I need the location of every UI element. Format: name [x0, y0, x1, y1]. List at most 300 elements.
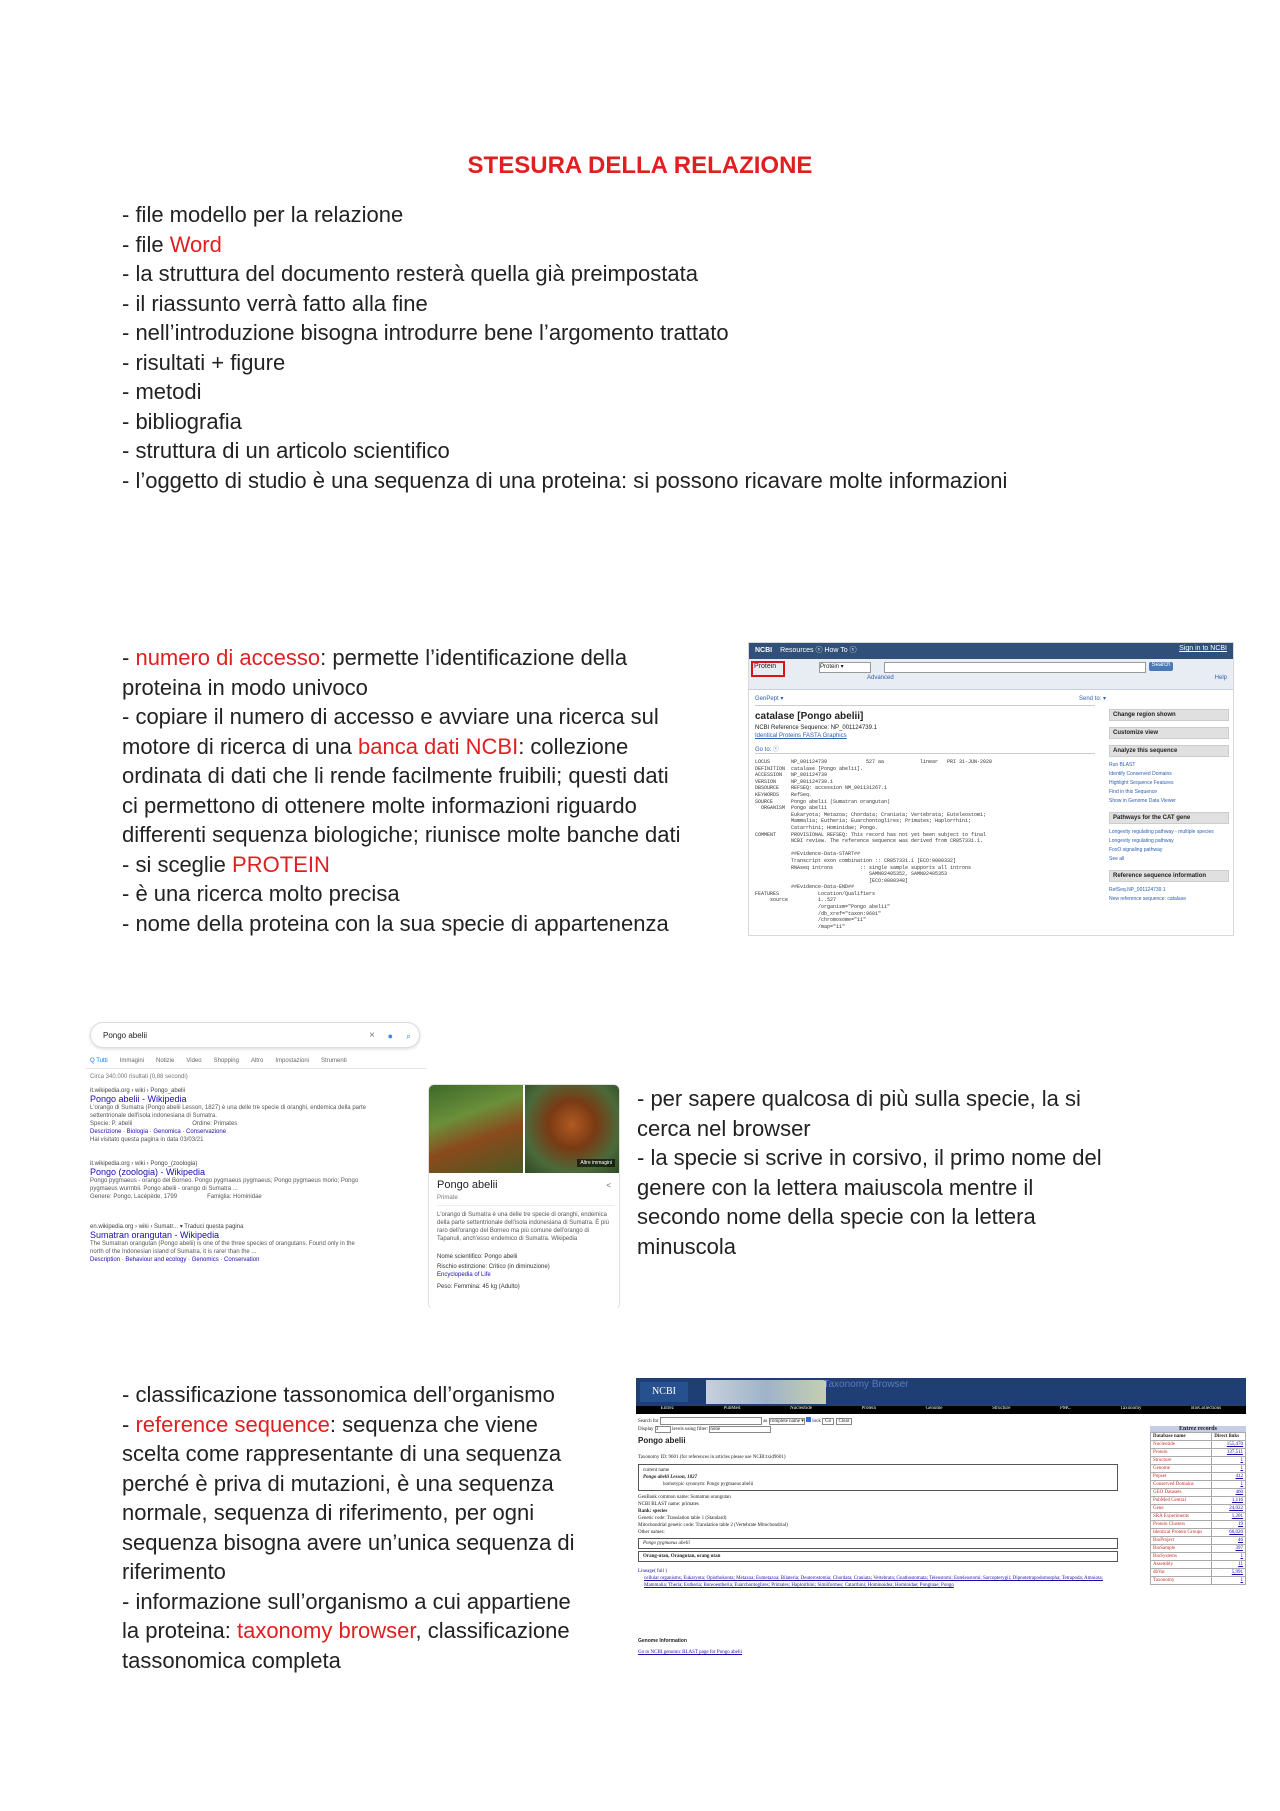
ncbi-logo — [640, 1382, 688, 1402]
side-panel-link[interactable]: Find in this Sequence — [1109, 789, 1158, 795]
record-line: DBSOURCE REFSEQ: accession NM_001131267.1 — [755, 785, 888, 792]
synonym-box — [638, 1538, 1118, 1549]
text-segment: perché è priva di mutazioni, è una sequenza — [122, 1470, 554, 1496]
highlighted-term: banca dati NCBI — [358, 733, 519, 759]
text-segment: - l’oggetto di studio è una sequenza di una proteina: si possono ricavare molte informazioni — [122, 467, 1008, 493]
table-header-cell: Database name — [1151, 1433, 1212, 1441]
side-panel-link[interactable]: Identify Conserved Domains — [1109, 771, 1172, 777]
text-line — [122, 1587, 575, 1617]
record-count-link[interactable]: 1,116 — [1212, 1497, 1246, 1505]
advanced-link[interactable]: Advanced — [867, 675, 894, 681]
record-line: SAMN02405352, SAMN02405353 — [755, 871, 948, 878]
ref-sequence-line: NCBI Reference Sequence: NP_001124739.1 — [755, 725, 877, 731]
result-stats: Circa 340.000 risultati (0,88 secondi) — [90, 1074, 188, 1080]
search-button[interactable]: Search — [1149, 662, 1173, 671]
result-title[interactable]: Pongo abelii - Wikipedia — [90, 1094, 187, 1104]
google-tab[interactable]: Strumenti — [321, 1058, 347, 1064]
entrez-records-table — [1150, 1426, 1246, 1585]
record-count-link[interactable]: 1 — [1212, 1577, 1246, 1585]
text-line — [122, 1498, 575, 1528]
record-count-link[interactable]: 1 — [1212, 1457, 1246, 1465]
record-line: ACCESSION NP_001124739 — [755, 772, 828, 779]
record-line: Mammalia; Eutheria; Euarchontoglires; Primates; Haplorrhini; — [755, 818, 972, 825]
result-sitelinks[interactable]: Descrizione · Biologia · Genomica · Conservazione — [90, 1129, 227, 1135]
record-count-link[interactable]: 19 — [1212, 1521, 1246, 1529]
table-row — [1151, 1521, 1246, 1529]
record-line: /chromosome="11" — [755, 917, 867, 924]
text-segment: sequenza bisogna avere un’unica sequenza di — [122, 1529, 575, 1555]
table-row — [1151, 1561, 1246, 1569]
taxonomy-nav-item[interactable]: Entrez — [660, 1406, 674, 1411]
common-names-box — [638, 1551, 1118, 1562]
text-segment: ci permettono di ottenere molte informazioni riguardo — [122, 792, 637, 818]
genere: Genere: Pongo, Lacépède, 1799 — [90, 1194, 178, 1200]
taxonomy-nav-item[interactable]: PubMed — [723, 1406, 741, 1411]
google-tab[interactable]: Shopping — [213, 1058, 239, 1064]
ncbi-signin-link[interactable]: Sign in to NCBI — [1179, 645, 1227, 652]
text-line — [122, 1557, 575, 1587]
taxonomy-nav — [636, 1406, 1246, 1414]
record-line: ORGANISM Pongo abelii — [755, 805, 828, 812]
text-segment: - la specie si scrive in corsivo, il primo nome del — [637, 1145, 1102, 1170]
filter-select[interactable] — [709, 1426, 771, 1433]
side-panel-link[interactable]: Longevity regulating pathway - multiple species — [1109, 829, 1214, 835]
text-line — [122, 879, 681, 909]
record-line: KEYWORDS RefSeq. — [755, 791, 813, 798]
record-line: COMMENT PROVISIONAL REFSEQ: This record has not yet been subject to final — [755, 831, 987, 838]
result-specie — [90, 1120, 370, 1128]
text-line — [122, 466, 1007, 496]
record-line: VERSION NP_001124739.1 — [755, 778, 834, 785]
kp-scientific-name: Nome scientifico: Pongo abelii — [437, 1254, 518, 1260]
result-title[interactable]: Sumatran orangutan - Wikipedia — [90, 1230, 220, 1240]
text-segment: - classificazione tassonomica dell’organismo — [122, 1382, 555, 1407]
taxonomy-banner-art — [706, 1380, 826, 1404]
text-line — [122, 1380, 575, 1410]
genpept-record — [755, 759, 992, 930]
text-segment: tassonomica completa — [122, 1647, 341, 1673]
table-row — [1151, 1457, 1246, 1465]
google-tabs — [90, 1058, 359, 1064]
table-row — [1151, 1553, 1246, 1561]
display-label: Display — [638, 1427, 654, 1432]
ncbi-logo-text: NCBI — [652, 1386, 676, 1397]
database-name: Protein Clusters — [1151, 1521, 1212, 1529]
highlighted-term: Word — [169, 231, 222, 257]
lineage-label[interactable]: Lineage( full ) — [638, 1569, 667, 1574]
taxonomy-nav-item[interactable]: Nucleotide — [789, 1406, 812, 1411]
text-segment: - metodi — [122, 379, 202, 404]
highlighted-term: taxonomy browser — [236, 1618, 416, 1643]
kp-source[interactable]: Encyclopedia of Life — [437, 1272, 491, 1278]
side-panel-link[interactable]: See all — [1109, 856, 1125, 862]
text-segment: secondo nome della specie con la lettera — [637, 1204, 1036, 1229]
text-line — [122, 318, 1007, 348]
record-line: ##Evidence-Data-START## — [755, 851, 861, 858]
mito-code[interactable]: Mitochondrial genetic code: Translation table 2 (Vertebrate Mitochondrial) — [638, 1523, 788, 1528]
text-segment: : sequenza che viene — [329, 1411, 538, 1437]
highlighted-term: numero di accesso — [135, 645, 321, 670]
record-count-link[interactable]: 66,020 — [1212, 1529, 1246, 1537]
text-segment: differenti sequenza biologiche; riunisce molte banche dati — [122, 822, 681, 847]
search-input[interactable] — [884, 662, 1146, 673]
text-segment: - copiare il numero di accesso e avviare una ricerca sul — [122, 704, 659, 729]
text-line — [637, 1114, 1102, 1144]
result-snippet: L'orango di Sumatra (Pongo abelii Lesson, 1827) è una delle tre specie di oranghi, endemica della parte settentrionale dell'isola indonesiana di Sumatra. — [90, 1105, 366, 1119]
text-segment: - risultati + figure — [122, 349, 286, 375]
text-segment: - si sceglie — [122, 851, 233, 877]
text-segment: - la struttura del documento resterà quella già preimpostata — [122, 261, 698, 286]
genome-blast-link[interactable]: Go to NCBI genomic BLAST page for Pongo abelii — [638, 1650, 743, 1655]
record-line: FEATURES Location/Qualifiers — [755, 890, 876, 897]
specie: Specie: P. abelii — [90, 1121, 133, 1127]
record-title: catalase [Pongo abelii] — [755, 711, 864, 722]
mic-icon[interactable]: ● — [387, 1031, 393, 1041]
text-line — [122, 702, 681, 732]
text-line — [637, 1232, 1102, 1262]
record-line: /map="11" — [755, 923, 846, 930]
google-query: Pongo abelii — [103, 1031, 148, 1040]
genpept-format[interactable]: GenPept ▾ — [755, 696, 784, 702]
record-line: LOCUS NP_001124739 527 aa linear PRI 31-JUN-2020 — [755, 759, 993, 765]
text-segment: scelta come rappresentante di una sequenza — [122, 1441, 562, 1466]
text-line — [122, 1410, 575, 1440]
google-tab[interactable]: Q Tutti — [90, 1058, 108, 1064]
species-heading: Pongo abelii — [638, 1436, 686, 1445]
accession-list — [122, 643, 681, 938]
text-line — [122, 436, 1007, 466]
table-row — [1151, 1441, 1246, 1449]
record-count-link[interactable]: 1,201 — [1212, 1513, 1246, 1521]
famiglia: Famiglia: Hominidae — [207, 1194, 262, 1200]
ordine: Ordine: Primates — [192, 1121, 238, 1127]
record-count-link[interactable]: 137,511 — [1212, 1449, 1246, 1457]
database-name: Protein — [1151, 1449, 1212, 1457]
table-row — [1151, 1545, 1246, 1553]
ncbi-top-bar — [749, 643, 1233, 659]
ncbi-resources-menu[interactable]: Resources ⓥ How To ⓥ — [780, 647, 857, 654]
text-line — [122, 230, 1007, 260]
side-panel-header[interactable]: Pathways for the CAT gene — [1109, 812, 1229, 824]
database-name: Taxonomy — [1151, 1577, 1212, 1585]
result-sitelinks[interactable]: Description · Behaviour and ecology · Genomics · Conservation — [90, 1257, 260, 1263]
record-line: /db_xref="taxon:9601" — [755, 910, 882, 917]
table-row — [1151, 1473, 1246, 1481]
taxonomy-search-input[interactable] — [660, 1417, 762, 1425]
text-line — [122, 850, 681, 880]
database-name: Nucleotide — [1151, 1441, 1212, 1449]
text-segment: - nome della proteina con la sua specie di appartenenza — [122, 910, 669, 936]
rank: Rank: species — [638, 1509, 668, 1514]
table-row — [1151, 1569, 1246, 1577]
database-name: Assembly — [1151, 1561, 1212, 1569]
record-line: source 1..527 — [755, 897, 837, 904]
text-line — [122, 820, 681, 850]
common-names: Orang-utan, Orangutan, orang utan — [643, 1554, 721, 1559]
side-panel-header[interactable]: Analyze this sequence — [1109, 745, 1229, 757]
taxonomy-details — [638, 1454, 1118, 1589]
database-name: BioSample — [1151, 1545, 1212, 1553]
highlighted-term: reference sequence — [135, 1411, 330, 1437]
text-segment: - file — [122, 231, 170, 257]
current-name-label: current name — [643, 1468, 670, 1473]
result-url: en.wikipedia.org › wiki › Sumatr... ▾ Traduci questa pagina — [90, 1224, 244, 1230]
display-levels-input[interactable]: 3 — [655, 1426, 671, 1433]
text-line — [122, 673, 681, 703]
current-name-box — [638, 1464, 1118, 1491]
record-count-link[interactable]: 46 — [1212, 1537, 1246, 1545]
lock-checkbox[interactable] — [806, 1417, 811, 1422]
record-line: /organism="Pongo abelii" — [755, 904, 891, 911]
result-1 — [90, 1088, 370, 1144]
kp-description: L'orango di Sumatra è una delle tre specie di oranghi, endemica della parte settentrionale dell'isola indonesiana di Sumatra. È più raro dell'orango del Borneo ma più comune dell'orango di Tapanuli, anch'esso endemico di Sumatra. Wikipedia — [437, 1212, 609, 1242]
text-line — [122, 407, 1007, 437]
result-title[interactable]: Pongo (zoologia) - Wikipedia — [90, 1167, 206, 1177]
table-row — [1151, 1505, 1246, 1513]
record-count-link[interactable]: 460 — [1212, 1489, 1246, 1497]
database-name: Conserved Domains — [1151, 1481, 1212, 1489]
taxonomy-nav-item[interactable]: Genome — [925, 1406, 943, 1411]
google-tab[interactable]: Altro — [250, 1058, 264, 1064]
result-2 — [90, 1161, 370, 1201]
result-url: it.wikipedia.org › wiki › Pongo_(zoologia) — [90, 1161, 198, 1167]
side-panel-header[interactable]: Change region shown — [1109, 709, 1229, 721]
taxonomy-display-row — [638, 1426, 771, 1433]
text-segment: normale, sequenza di riferimento, per ogni — [122, 1500, 535, 1525]
result-snippet: Pongo pygmaeus - orango del Borneo. Pongo pygmaeus pygmaeus; Pongo pygmaeus morio; Pongo pygmaeus wurmbii. Pongo abelii - orango di Sumatra ... — [90, 1178, 359, 1192]
record-count-link[interactable]: 24,022 — [1212, 1505, 1246, 1513]
text-segment: minuscola — [637, 1233, 737, 1259]
table-row — [1151, 1577, 1246, 1585]
table-row — [1151, 1529, 1246, 1537]
text-line — [122, 289, 1007, 319]
side-panel-link[interactable]: FoxO signaling pathway — [1109, 847, 1163, 853]
database-name: Genome — [1151, 1465, 1212, 1473]
database-name: Identical Protein Groups — [1151, 1529, 1212, 1537]
text-segment: proteina in modo univoco — [122, 674, 368, 700]
text-line — [122, 200, 1007, 230]
ncbi-logo: NCBI — [755, 647, 773, 654]
genetic-code[interactable]: Genetic code: Translation table 1 (Standard) — [638, 1516, 727, 1521]
text-segment: : collezione — [518, 733, 629, 759]
taxonomy-header — [636, 1378, 1246, 1406]
table-row — [1151, 1449, 1246, 1457]
text-line — [637, 1143, 1102, 1173]
result-genere — [90, 1193, 370, 1201]
go-button[interactable]: Go — [822, 1418, 834, 1425]
result-3 — [90, 1223, 370, 1264]
page-title: STESURA DELLA RELAZIONE — [467, 152, 813, 179]
text-segment: - — [122, 645, 136, 670]
ncbi-protein-screenshot — [748, 642, 1234, 936]
name-type-select[interactable]: complete name ▾ — [769, 1419, 804, 1425]
side-panel-link[interactable]: Highlight Sequence Features — [1109, 780, 1174, 786]
table-header-cell: Direct links — [1212, 1433, 1246, 1441]
text-line — [122, 348, 1007, 378]
record-count-link[interactable]: 155,470 — [1212, 1441, 1246, 1449]
kp-subtitle: Primate — [437, 1195, 458, 1201]
record-line: SOURCE Pongo abelii (Sumatran orangutan) — [755, 798, 891, 805]
table-row — [1151, 1489, 1246, 1497]
genome-info-heading: Genome Information — [638, 1638, 687, 1644]
database-name: GEO Datasets — [1151, 1489, 1212, 1497]
taxonomy-list — [122, 1380, 575, 1675]
highlighted-term: PROTEIN — [232, 851, 330, 877]
database-name: Gene — [1151, 1505, 1212, 1513]
text-line — [122, 1646, 575, 1676]
record-links[interactable]: Identical Proteins FASTA Graphics — [755, 733, 847, 739]
record-line — [755, 845, 992, 852]
text-segment: - struttura di un articolo scientifico — [122, 438, 450, 463]
side-panel-link[interactable]: Show in Genome Data Viewer — [1109, 798, 1176, 804]
side-panel-link[interactable]: RefSeq.NP_001124739.1 — [1109, 887, 1166, 893]
record-count-link[interactable]: 5,991 — [1212, 1569, 1246, 1577]
google-tab[interactable]: Impostazioni — [275, 1058, 309, 1064]
text-segment: - è una ricerca molto precisa — [122, 881, 400, 906]
db-select-value: Protein — [820, 664, 840, 670]
text-line — [637, 1202, 1102, 1232]
google-tab[interactable]: Notizie — [156, 1058, 175, 1064]
text-segment: , classificazione — [415, 1618, 570, 1643]
share-icon[interactable]: < — [606, 1181, 611, 1190]
search-for-label: Search for — [638, 1419, 659, 1425]
record-count-link[interactable]: 11 — [1212, 1561, 1246, 1569]
table-row — [1151, 1465, 1246, 1473]
text-segment: - il riassunto verrà fatto alla fine — [122, 290, 428, 316]
table-row — [1151, 1481, 1246, 1489]
database-name: BioSystems — [1151, 1553, 1212, 1561]
text-line — [122, 761, 681, 791]
text-line — [122, 732, 681, 762]
database-name: dbVar — [1151, 1569, 1212, 1577]
text-segment: - informazione sull’organismo a cui appartiene — [122, 1588, 571, 1614]
text-line — [122, 1528, 575, 1558]
text-segment: riferimento — [122, 1559, 226, 1584]
taxonomy-banner-text: Taxonomy Browser — [823, 1379, 909, 1390]
text-line — [122, 1439, 575, 1469]
taxonomy-nav-item[interactable]: Taxonomy — [1120, 1406, 1142, 1411]
google-search-box[interactable] — [90, 1022, 420, 1048]
database-name: PubMed Central — [1151, 1497, 1212, 1505]
taxonomy-nav-item[interactable]: Structure — [992, 1406, 1011, 1411]
side-panel-link[interactable]: Run BLAST — [1109, 762, 1136, 768]
text-segment: genere con la lettera maiuscola mentre il — [637, 1174, 1034, 1200]
text-segment: la proteina: — [122, 1618, 237, 1643]
kp-title: Pongo abelii — [437, 1179, 498, 1191]
synonym: Pongo pygmaeus abelii — [643, 1541, 690, 1546]
database-name: SRA Experiments — [1151, 1513, 1212, 1521]
text-line — [122, 259, 1007, 289]
side-panel-link[interactable]: New reference sequence: catalase — [1109, 896, 1186, 902]
table-row — [1151, 1497, 1246, 1505]
text-line — [122, 377, 1007, 407]
other-names-label: Other names: — [638, 1530, 665, 1535]
text-line — [122, 791, 681, 821]
text-line — [122, 1616, 575, 1646]
ncbi-search-area — [749, 659, 1233, 690]
result-snippet: The Sumatran orangutan (Pongo abelii) is one of the three species of orangutans. Found only in the north of the Indonesian island of Sumatra, it is rarer than the ... — [90, 1241, 355, 1255]
send-to-menu[interactable]: Send to: ▾ — [1079, 696, 1107, 702]
goto-menu[interactable]: Go to: ⓥ — [755, 747, 780, 753]
side-panel-link[interactable]: Longevity regulating pathway — [1109, 838, 1174, 844]
blast-name: NCBI BLAST name: primates — [638, 1502, 699, 1507]
search-icon[interactable]: ⌕ — [405, 1031, 411, 1041]
record-count-link[interactable]: 1 — [1212, 1465, 1246, 1473]
species-list — [637, 1084, 1102, 1261]
record-line: Eukaryota; Metazoa; Chordata; Craniata; Vertebrata; Euteleostomi; — [755, 811, 987, 818]
db-select[interactable]: Protein ▾ — [819, 662, 871, 673]
current-name: Pongo abelii Lesson, 1827 — [643, 1475, 698, 1480]
record-line: RNAseq introns :: single sample supports all introns — [755, 864, 972, 871]
orangutan-photo-1[interactable] — [429, 1085, 523, 1173]
levels-label: levels using filter: — [672, 1427, 709, 1432]
database-name: Structure — [1151, 1457, 1212, 1465]
side-panel-header[interactable]: Customize view — [1109, 727, 1229, 739]
lineage[interactable]: cellular organisms; Eukaryota; Opisthokonta; Metazoa; Eumetazoa; Bilateria; Deuterostomia; Chordata; Craniata; Vertebrata; Gnathostomata; Teleostomi; Euteleostomi; Sarcopterygii; Dipnotetrapodomorpha; Tetrapoda; Amniota; Mammalia; Theria; Eutheria; Boreoeutheria; Euarchontoglires; Primates; Haplorrhini; Simiiformes; Catarrhini; Hominoidea; Hominidae; Ponginae; Pongo — [644, 1576, 1103, 1588]
text-segment: - — [122, 1411, 136, 1437]
text-segment: cerca nel browser — [637, 1115, 811, 1141]
kp-weight: Peso: Femmina: 45 kg (Adulto) — [437, 1284, 520, 1290]
taxonomy-nav-item[interactable]: Protein — [861, 1406, 876, 1411]
knowledge-panel — [428, 1084, 620, 1308]
text-segment: - bibliografia — [122, 408, 242, 434]
db-label: Protein — [754, 663, 777, 670]
google-tab[interactable]: Video — [186, 1058, 202, 1064]
database-name: BioProject — [1151, 1537, 1212, 1545]
more-images-button[interactable]: Altre immagini — [577, 1159, 615, 1167]
record-count-link[interactable]: 412 — [1212, 1473, 1246, 1481]
taxonomy-search-row — [638, 1417, 852, 1425]
text-line — [122, 909, 681, 939]
record-line: ##Evidence-Data-END## — [755, 884, 855, 891]
clear-button[interactable]: Clear — [836, 1418, 853, 1425]
filter-value: none — [710, 1427, 721, 1432]
record-line: Transcript exon combination :: CR857331.1 [ECO:0000332] — [755, 857, 957, 864]
name-type-value: complete name — [769, 1419, 801, 1425]
text-line — [122, 1469, 575, 1499]
text-segment: - file modello per la relazione — [122, 202, 404, 227]
text-segment: : permette l’identificazione della — [320, 645, 628, 670]
google-search-screenshot — [86, 1016, 620, 1308]
text-line — [122, 643, 681, 673]
google-tab[interactable]: Immagini — [119, 1058, 145, 1064]
result-url: it.wikipedia.org › wiki › Pongo_abelii — [90, 1088, 186, 1094]
record-count-link[interactable]: 1 — [1212, 1553, 1246, 1561]
text-segment: ordinata di dati che li rende facilmente fruibili; questi dati — [122, 763, 669, 788]
record-line: DEFINITION catalase [Pongo abelii]. — [755, 765, 864, 772]
taxid: Taxonomy ID: 9601 (for references in articles please use NCBI:txid9601) — [638, 1455, 786, 1460]
genbank-common: GenBank common name: Sumatran orangutan — [638, 1495, 731, 1500]
result-visited: Hai visitato questa pagina in data 03/03/21 — [90, 1137, 204, 1143]
text-segment: motore di ricerca di una — [122, 733, 358, 759]
lock-label: lock — [812, 1419, 821, 1425]
record-line: [ECO:0000348] — [755, 877, 909, 884]
entrez-table-title: Entrez records — [1150, 1426, 1246, 1432]
side-panel-header[interactable]: Reference sequence information — [1109, 870, 1229, 882]
taxonomy-nav-item[interactable]: PMC — [1060, 1406, 1071, 1411]
taxonomy-nav-item[interactable]: BioCollections — [1191, 1406, 1222, 1411]
kp-risk: Rischio estinzione: Critico (in diminuzione) — [437, 1264, 550, 1270]
table-row — [1151, 1513, 1246, 1521]
help-link[interactable]: Help — [1214, 675, 1227, 681]
record-count-link[interactable]: 397 — [1212, 1545, 1246, 1553]
text-segment: - per sapere qualcosa di più sulla specie, la si — [637, 1086, 1081, 1111]
clear-icon[interactable]: × — [369, 1030, 375, 1041]
record-count-link[interactable]: 1 — [1212, 1481, 1246, 1489]
database-name: Popset — [1151, 1473, 1212, 1481]
record-line: Catarrhini; Hominidae; Pongo. — [755, 824, 879, 831]
homotypic-synonym: homotypic synonym: Pongo pygmaeus abelii — [663, 1482, 754, 1487]
